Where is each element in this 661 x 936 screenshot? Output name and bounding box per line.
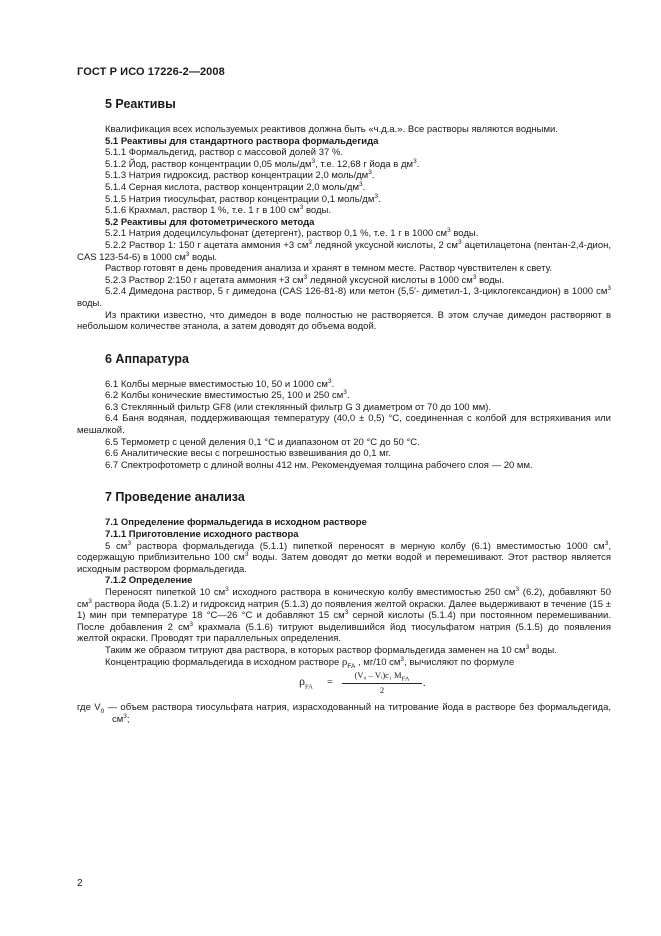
item-5-2-2: 5.2.2 Раствор 1: 150 г ацетата аммония +3 $см^3$ ледяной уксусной кислоты, 2 $см^3$ ацетилацетона (пентан-2,4-дион, CAS 123-54-6) в 1000 $см^3$ воды. <box>77 238 611 263</box>
item-5-1-4: 5.1.4 Серная кислота, раствор концентрации 2,0 моль/$дм^3$. <box>105 180 366 193</box>
item-6-7: 6.7 Спектрофотометр с длиной волны 412 нм. Рекомендуемая толщина рабочего слоя — 20 мм. <box>105 459 533 471</box>
item-5-1-1: 5.1.1 Формальдегид, раствор с массовой долей 37 %. <box>105 147 344 159</box>
subsection-5-1-title: 5.1 Реактивы для стандартного раствора формальдегида <box>105 135 379 147</box>
subsection-7-1-1-title: 7.1.1 Приготовление исходного раствора <box>105 529 299 541</box>
paragraph: Концентрацию формальдегида в исходном растворе $\rho_{FA}$ , мг/10 $см^3$, вычисляют по формуле <box>105 655 515 670</box>
item-6-1: 6.1 Колбы мерные вместимостью 10, 50 и 1000 $см^3$. <box>105 377 335 390</box>
item-5-2-4: 5.2.4 Димедона раствор, 5 г димедона (CAS 126-81-8) или метон (5,5′- диметил-1, 3-циклогександион) в 1000 $см^3$ воды. <box>77 285 611 309</box>
paragraph: Из практики известно, что димедон в воде полностью не растворяется. В этом случае димедон растворяют в небольшом количестве этанола, а затем доводят до объема водой. <box>77 309 611 333</box>
page-number: 2 <box>77 878 83 889</box>
section-7-title: 7 Проведение анализа <box>105 490 245 505</box>
paragraph: Таким же образом титруют два раствора, в которых раствор формальдегида заменен на 10 $см^3$ воды. <box>105 643 557 656</box>
item-5-1-5: 5.1.5 Натрия тиосульфат, раствор концентрации 0,1 моль/$дм^3$. <box>105 192 381 205</box>
item-5-1-3: 5.1.3 Натрия гидроксид, раствор концентрации 2,0 моль/$дм^3$. <box>105 169 375 182</box>
formula-legend: где $V_0$ — объем раствора тиосульфата натрия, израсходованный на титрование йода в растворе без формальдегида, $см^3$; <box>77 702 612 725</box>
item-6-4: 6.4 Баня водяная, поддерживающая температуру (40,0 ± 0,5) °С, соединенная с колбой для встряхивания или мешалкой. <box>77 413 611 437</box>
section-5-title: 5 Реактивы <box>105 97 176 111</box>
subsection-5-2-title: 5.2 Реактивы для фотометрического метода <box>105 216 315 228</box>
subsection-7-1-2-title: 7.1.2 Определение <box>105 575 193 587</box>
document-header: ГОСТ Р ИСО 17226-2—2008 <box>77 66 225 78</box>
item-5-2-3: 5.2.3 Раствор 2:150 г ацетата аммония +3 $см^3$ ледяной уксусной кислоты в 1000 $см^3$ воды. <box>105 273 505 286</box>
document-body <box>77 96 611 725</box>
subsection-7-1-title: 7.1 Определение формальдегида в исходном растворе <box>105 517 367 529</box>
formula-dot: . <box>423 678 426 690</box>
item-6-3: 6.3 Стеклянный фильтр GF8 (или стеклянный фильтр G 3 диаметром от 70 до 100 мм). <box>105 401 492 413</box>
item-5-1-6: 5.1.6 Крахмал, раствор 1 %, т.е. 1 г в 100 $см^3$ воды. <box>105 204 332 217</box>
formula-fraction: (V₀ – Vᵢ)c₁ $M_{FA}$ 2 <box>342 670 422 696</box>
paragraph-7-1-2: Переносят пипеткой 10 $см^3$ исходного раствора в коническую колбу вместимостью 250 $см^3$ (6.2), добавляют 50 $см^3$ раствора йода (5.1.2) и гидроксид натрия (5.1.3) до появления желтой окраски. Далее выдерживают в течение (15 ± 1) мин при температуре 18 °С—26 °С и добавляют 15 $см^3$ серной кислоты (5.1.4) при постоянном перемешивании. После добавления 2 $см^3$ крахмала (5.1.6) титруют выделившийся йод тиосульфатом натрия (5.1.5) до появления желтой окраски. Проводят три параллельных определения. <box>77 585 612 645</box>
formula <box>77 670 611 700</box>
section-6-title: 6 Аппаратура <box>105 351 189 366</box>
paragraph: Раствор готовят в день проведения анализа и хранят в темном месте. Раствор чувствителен к свету. <box>105 263 553 275</box>
item-6-6: 6.6 Аналитические весы с погрешностью взвешивания до 0,1 мг. <box>105 448 391 460</box>
paragraph-7-1-1: 5 $см^3$ раствора формальдегида (5.1.1) пипеткой переносят в мерную колбу (6.1) вместимостью 1000 $см^3$, содержащую приблизительно 100 $см^3$ воды. Затем доводят до метки водой и перемешивают. Этот раствор является исходным раствором формальдегида. <box>77 539 611 575</box>
item-6-2: 6.2 Колбы конические вместимостью 25, 100 и 250 $см^3$. <box>105 389 350 402</box>
formula-lhs: $\rho_{FA}$ <box>299 674 313 691</box>
item-5-2-1: 5.2.1 Натрия додецилсульфонат (детергент), раствор 0,1 %, т.е. 1 г в 1000 $см^3$ воды. <box>105 227 479 240</box>
formula-equals: = <box>327 677 333 689</box>
paragraph: Квалификация всех используемых реактивов должна быть «ч.д.а.». Все растворы являются водными. <box>105 124 558 135</box>
item-5-1-2: 5.1.2 Йод, раствор концентрации 0,05 моль/$дм^3$, т.е. 12,68 г йода в $дм^3$. <box>105 157 420 170</box>
item-6-5: 6.5 Термометр с ценой деления 0,1 °С и диапазоном от 20 °С до 50 °С. <box>105 436 420 448</box>
